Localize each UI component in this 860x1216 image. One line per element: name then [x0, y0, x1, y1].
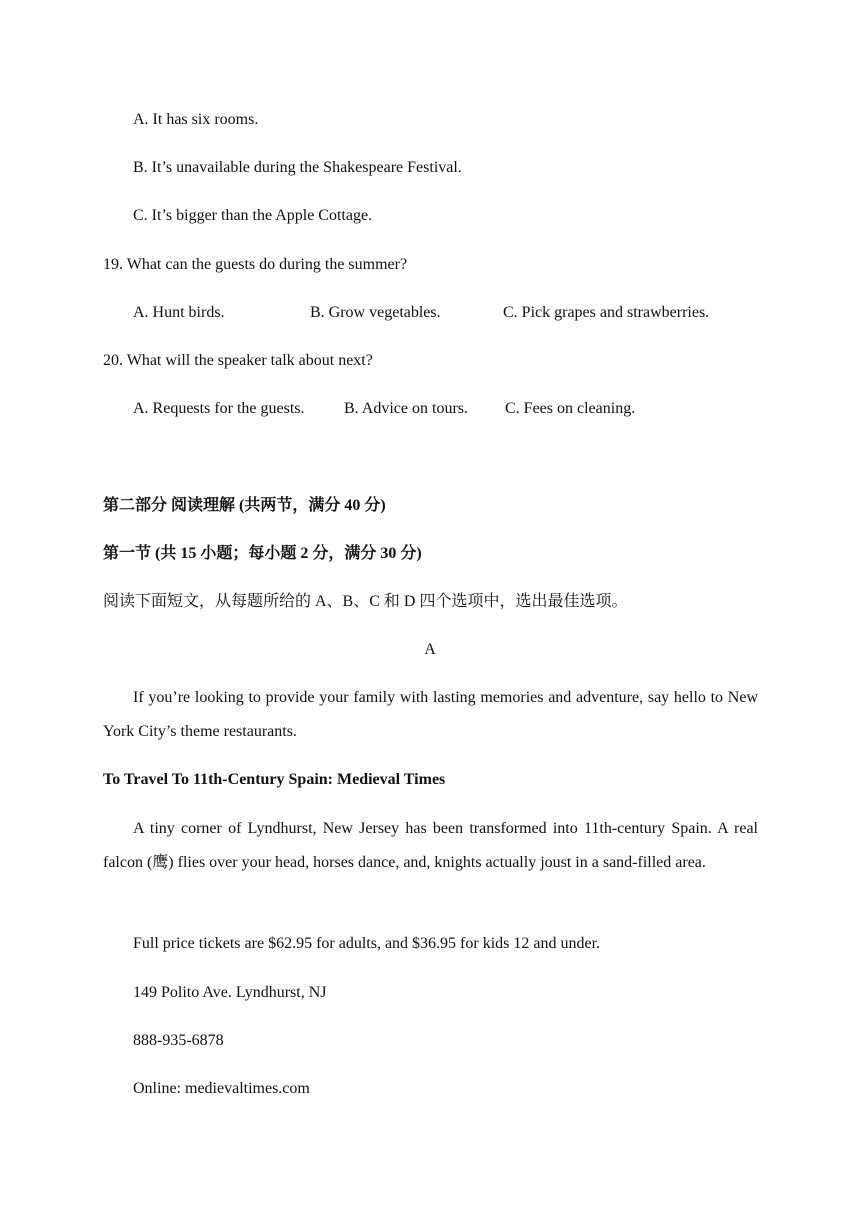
- q19-question: 19. What can the guests do during the summer?: [103, 256, 408, 273]
- q20-option-a: A. Requests for the guests.: [133, 400, 305, 417]
- website: Online: medievaltimes.com: [133, 1080, 310, 1097]
- passage-intro: If you’re looking to provide your family with lasting memories and adventure, say hello to New York City’s theme restaurants.: [103, 689, 758, 740]
- q20-option-b: B. Advice on tours.: [344, 400, 468, 417]
- q19-option-a: A. Hunt birds.: [133, 304, 225, 321]
- instruction: 阅读下面短文，从每题所给的 A、B、C 和 D 四个选项中，选出最佳选项。: [103, 593, 628, 610]
- passage-subheading: To Travel To 11th-Century Spain: Medieval Times: [103, 771, 446, 788]
- passage-label: A: [424, 641, 436, 658]
- part2-heading: 第二部分 阅读理解 (共两节，满分 40 分): [103, 497, 386, 514]
- address: 149 Polito Ave. Lyndhurst, NJ: [133, 984, 327, 1001]
- q18-option-a: A. It has six rooms.: [133, 111, 259, 128]
- section1-heading: 第一节 (共 15 小题；每小题 2 分，满分 30 分): [103, 545, 422, 562]
- q18-option-c: C. It’s bigger than the Apple Cottage.: [133, 207, 373, 224]
- passage-body: A tiny corner of Lyndhurst, New Jersey has been transformed into 11th-century Spain. A real falcon (鹰) flies over your head, horses dance, and, knights actually joust in a sand-filled area.: [103, 820, 758, 871]
- q19-option-c: C. Pick grapes and strawberries.: [503, 304, 710, 321]
- phone: 888-935-6878: [133, 1032, 224, 1049]
- ticket-prices: Full price tickets are $62.95 for adults, and $36.95 for kids 12 and under.: [133, 935, 601, 952]
- q20-option-c: C. Fees on cleaning.: [505, 400, 636, 417]
- q18-option-b: B. It’s unavailable during the Shakespeare Festival.: [133, 159, 462, 176]
- q20-question: 20. What will the speaker talk about next?: [103, 352, 373, 369]
- q19-option-b: B. Grow vegetables.: [310, 304, 441, 321]
